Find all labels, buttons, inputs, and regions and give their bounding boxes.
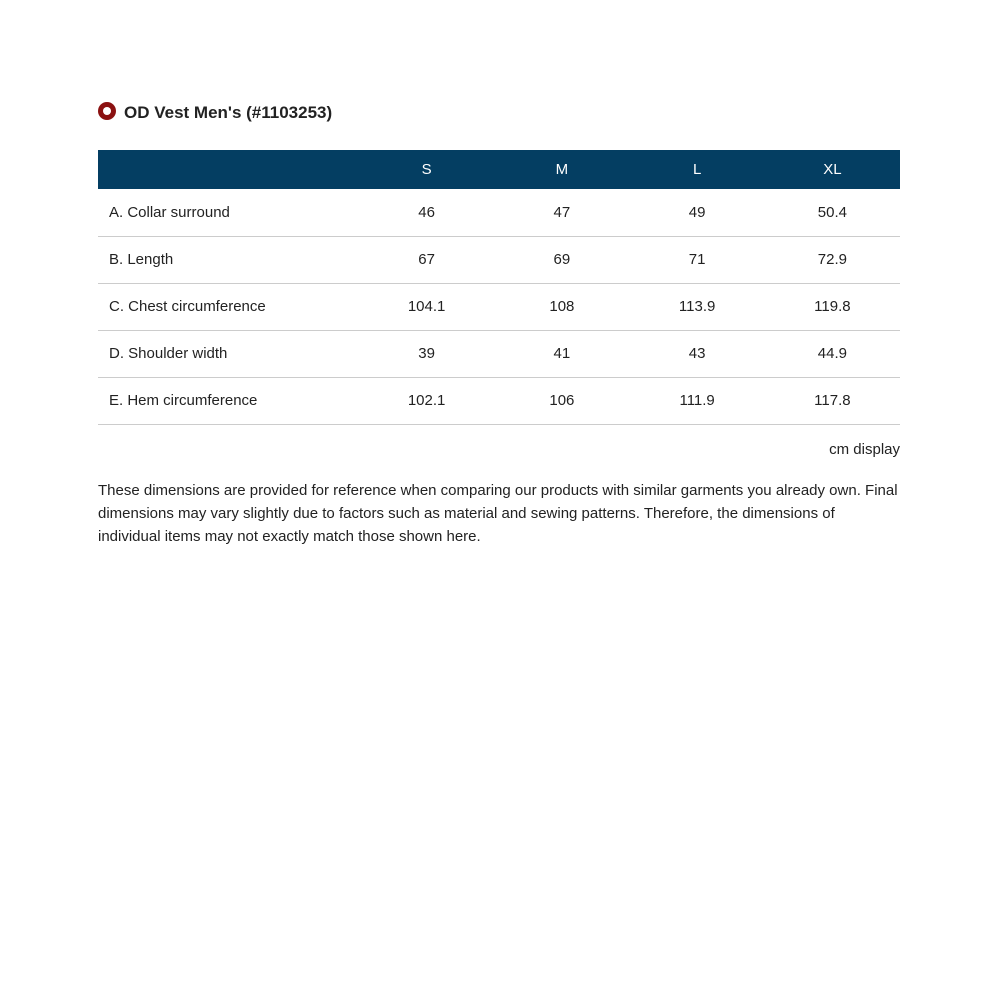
- circle-bullet-icon: [98, 102, 116, 120]
- row-label: A. Collar surround: [109, 203, 230, 221]
- column-header-label: [98, 150, 359, 189]
- size-chart-section: [98, 100, 900, 563]
- table-cell: 39: [418, 345, 435, 362]
- table-cell: 106: [549, 392, 575, 409]
- table-header-row: [98, 150, 900, 189]
- table-cell: 71: [688, 251, 706, 268]
- table-cell: 108: [549, 298, 575, 315]
- table-cell: 119.8: [814, 298, 851, 315]
- table-row: [98, 330, 900, 377]
- unit-note: cm display: [829, 440, 900, 458]
- table-row: [98, 283, 900, 330]
- table-cell: 49: [688, 203, 706, 221]
- column-header-l: L: [692, 161, 702, 178]
- table-cell: 44.9: [817, 345, 847, 362]
- table-cell: 50.4: [817, 203, 847, 221]
- table-row: [98, 236, 900, 283]
- table-cell: 46: [418, 203, 435, 221]
- column-header-m: M: [555, 161, 569, 178]
- table-cell: 111.9: [679, 392, 715, 409]
- table-cell: 67: [418, 251, 435, 268]
- disclaimer-text: These dimensions are provided for reference when comparing our products with similar garments you already own. Final dimensions may vary slightly due to factors such as material and sewing patterns. Therefore, the dimensions of individual items may not exactly match those shown here.: [98, 481, 898, 545]
- table-cell: 43: [688, 345, 706, 362]
- row-label: B. Length: [109, 251, 174, 268]
- table-cell: 41: [553, 345, 571, 362]
- table-cell: 47: [553, 203, 571, 221]
- table-cell: 113.9: [678, 298, 716, 315]
- title-row: [98, 100, 900, 126]
- table-cell: 69: [553, 251, 571, 268]
- row-label: C. Chest circumference: [109, 298, 266, 315]
- column-header-xl: XL: [823, 161, 842, 178]
- table-cell: 72.9: [817, 251, 847, 268]
- table-cell: 104.1: [407, 298, 446, 315]
- table-cell: 117.8: [814, 392, 851, 409]
- page-title: OD Vest Men's (#1103253): [124, 103, 333, 122]
- table-row: [98, 377, 900, 424]
- row-label: E. Hem circumference: [109, 392, 258, 409]
- size-table: [98, 150, 900, 425]
- row-label: D. Shoulder width: [109, 345, 228, 362]
- column-header-s: S: [421, 161, 432, 178]
- table-row: [98, 189, 900, 236]
- table-cell: 102.1: [407, 392, 446, 409]
